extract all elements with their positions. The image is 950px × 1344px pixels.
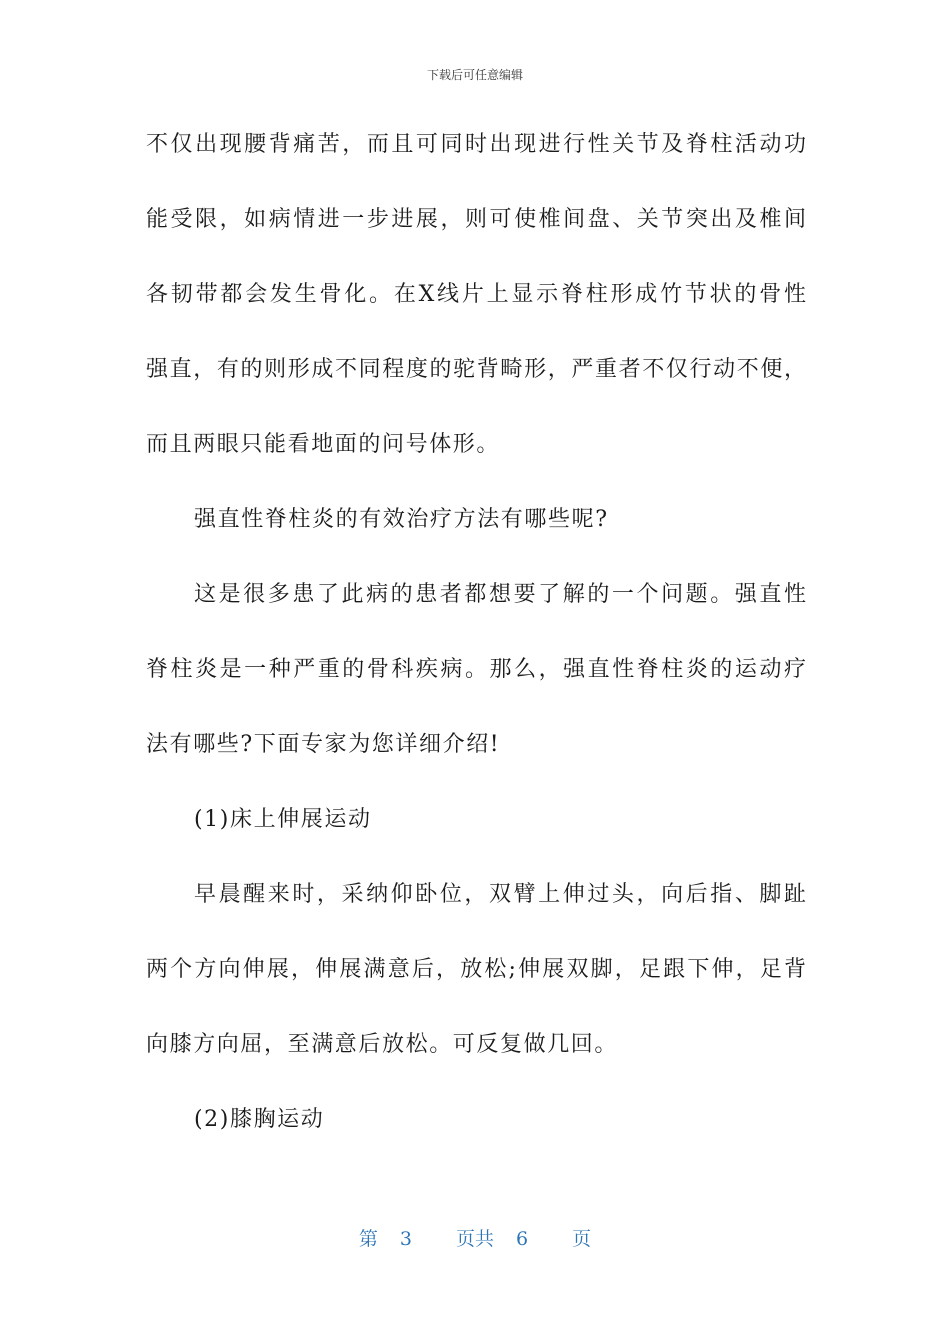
footer-middle: 页共	[455, 1228, 494, 1250]
paragraph-line: 两个方向伸展，伸展满意后，放松;伸展双脚，足跟下伸，足背	[146, 957, 806, 982]
paragraph-line: 不仅出现腰背痛苦，而且可同时出现进行性关节及脊柱活动功	[146, 132, 806, 157]
subheading-bed-stretch: (1)床上伸展运动	[194, 807, 372, 832]
paragraph-line: 各韧带都会发生骨化。在X线片上显示脊柱形成竹节状的骨性	[146, 282, 806, 307]
paragraph-line: 能受限，如病情进一步进展，则可使椎间盘、关节突出及椎间	[146, 207, 806, 232]
footer-suffix: 页	[572, 1228, 592, 1250]
paragraph-line: 法有哪些?下面专家为您详细介绍!	[146, 732, 501, 757]
paragraph-line: 而且两眼只能看地面的问号体形。	[146, 432, 501, 457]
footer-prefix: 第	[358, 1228, 378, 1250]
footer-total-pages: 6	[516, 1228, 529, 1250]
footer-current-page: 3	[399, 1228, 412, 1250]
paragraph-line: 强直，有的则形成不同程度的驼背畸形，严重者不仅行动不便，	[146, 357, 806, 382]
page-footer	[0, 1225, 950, 1253]
paragraph-line: 这是很多患了此病的患者都想要了解的一个问题。强直性	[194, 582, 806, 607]
paragraph-line: 早晨醒来时，采纳仰卧位，双臂上伸过头，向后指、脚趾	[194, 882, 806, 907]
paragraph-line: 向膝方向屈，至满意后放松。可反复做几回。	[146, 1032, 619, 1057]
page-header: 下载后可任意编辑	[426, 68, 523, 82]
subheading-knee-chest: (2)膝胸运动	[194, 1107, 325, 1132]
paragraph-line: 脊柱炎是一种严重的骨科疾病。那么，强直性脊柱炎的运动疗	[146, 657, 806, 682]
section-question: 强直性脊柱炎的有效治疗方法有哪些呢?	[194, 507, 609, 532]
